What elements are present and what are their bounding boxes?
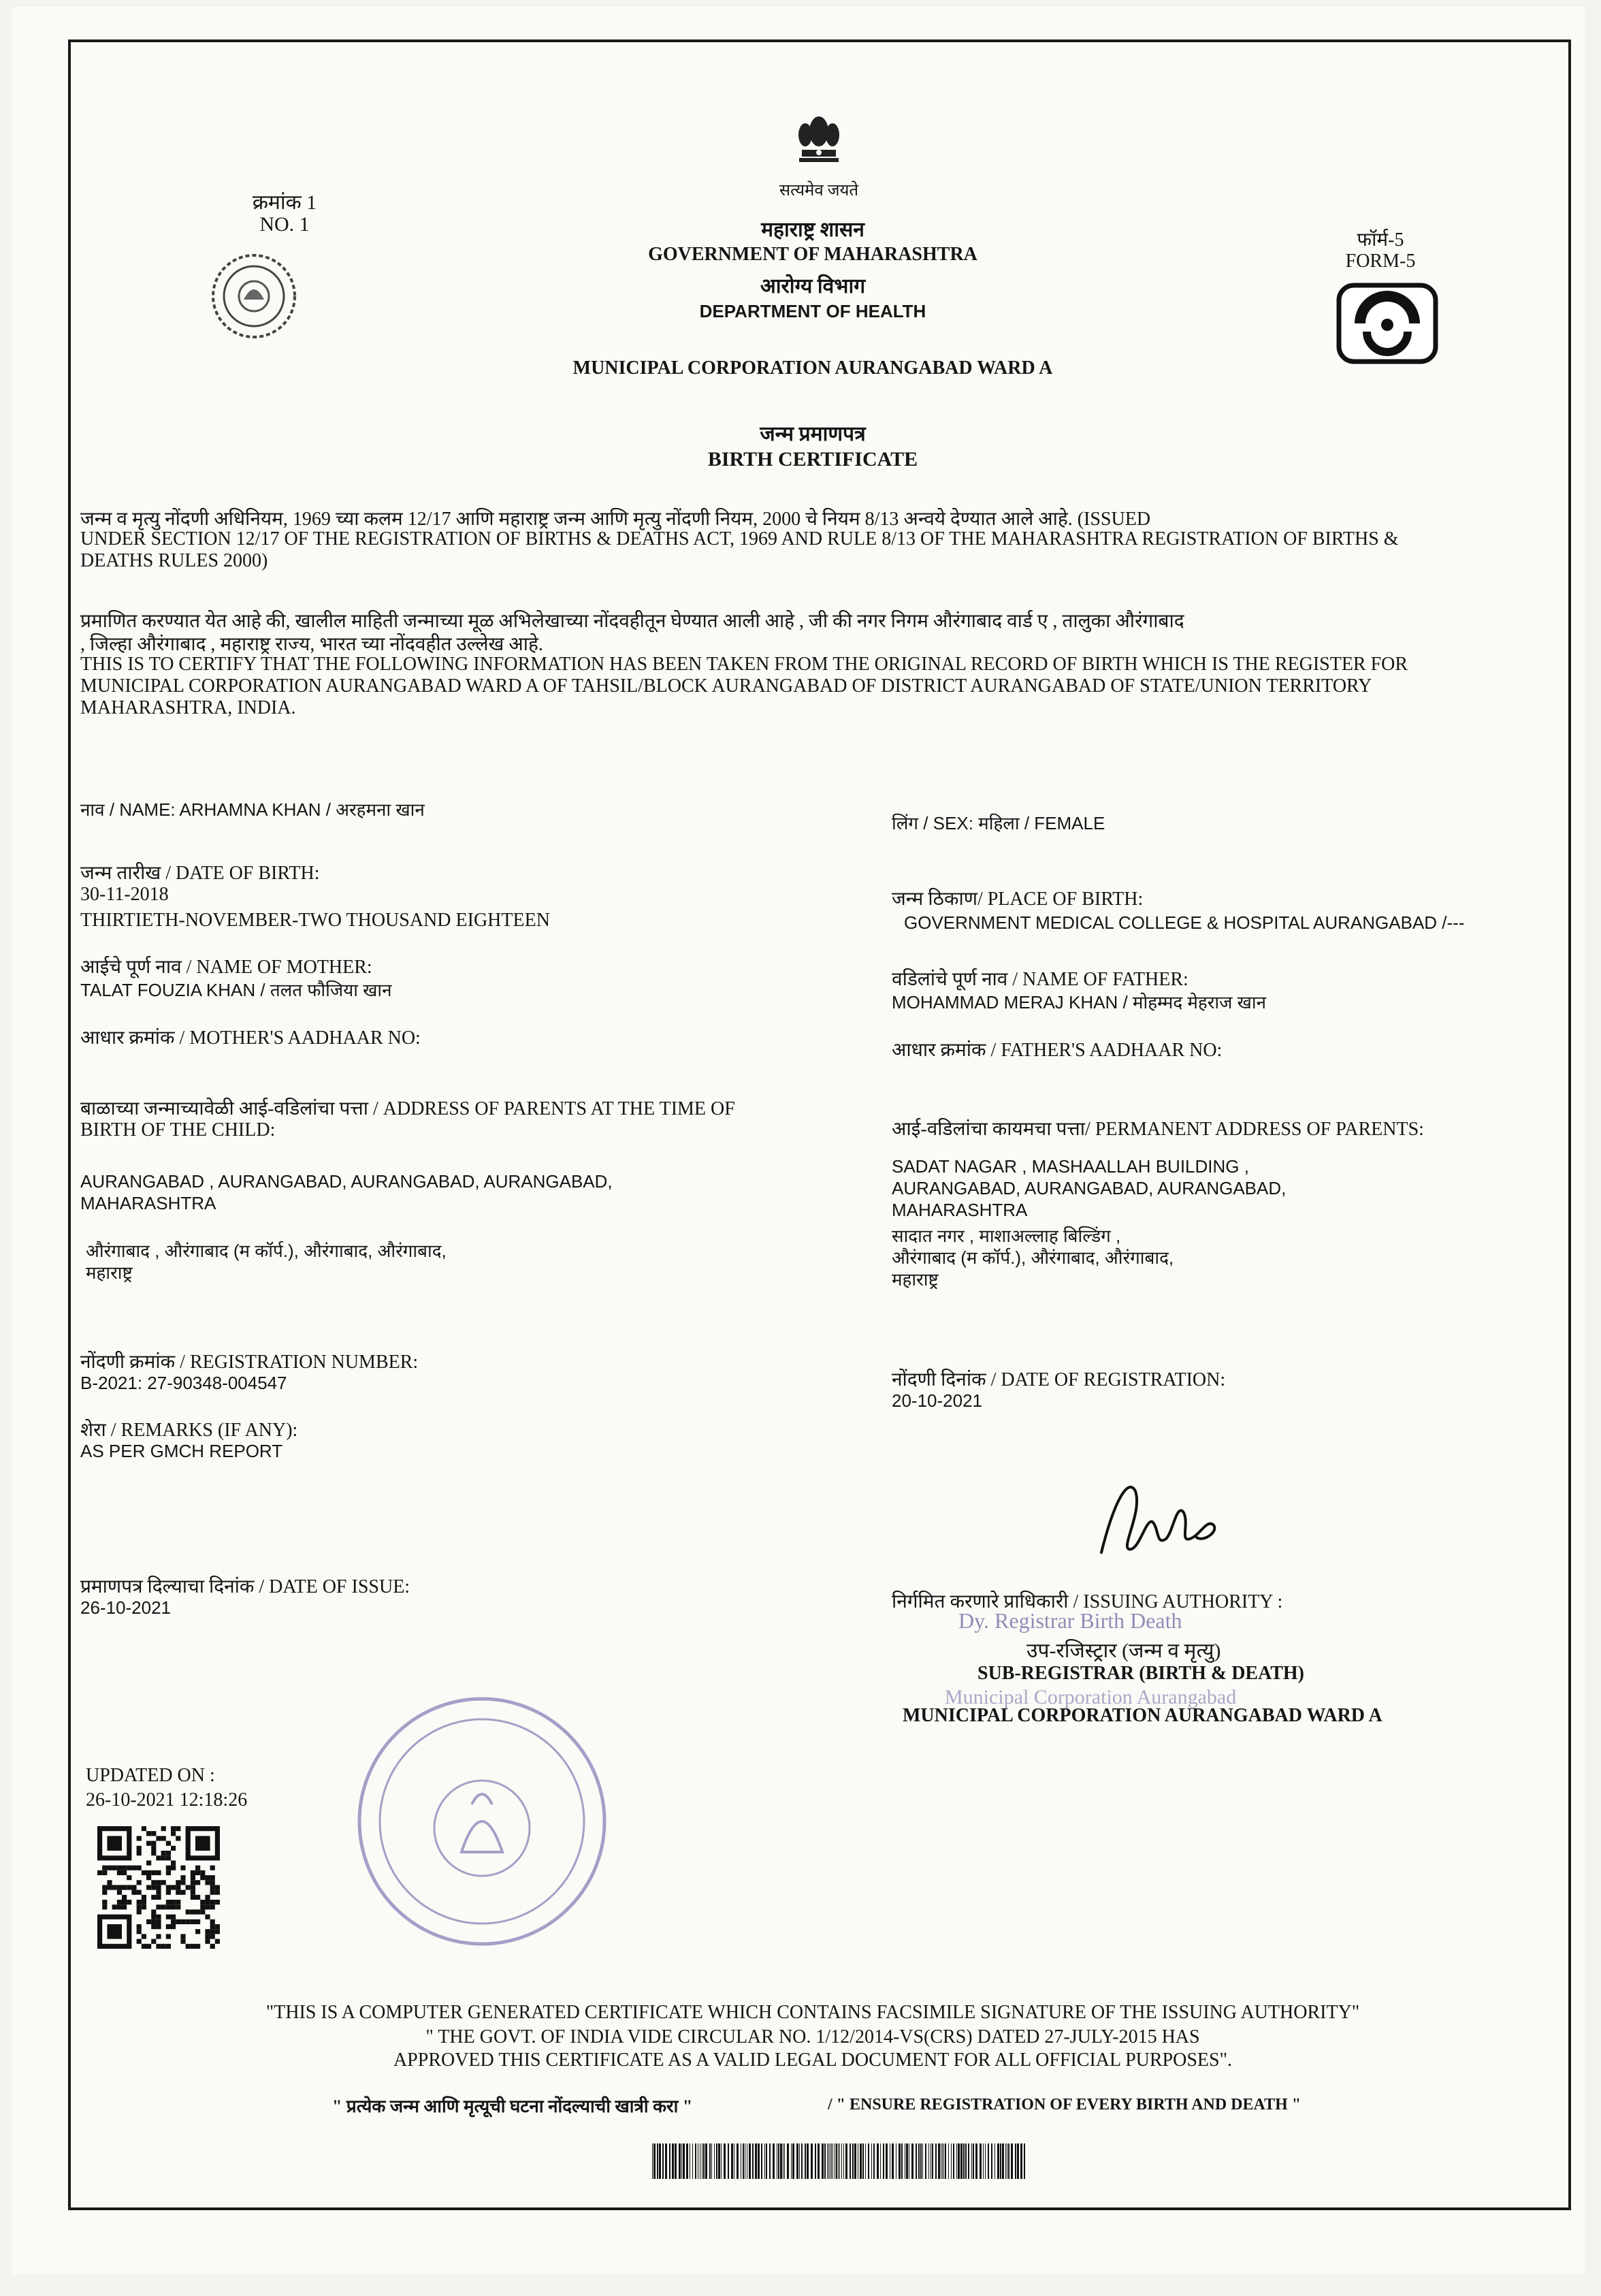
birth-address-mr-1: औरंगाबाद , औरंगाबाद (म कॉर्प.), औरंगाबाद, औरंगाबाद, (86, 1241, 447, 1261)
sex-value: महिला / FEMALE (978, 813, 1105, 833)
computer-generated-note: "THIS IS A COMPUTER GENERATED CERTIFICATE WHICH CONTAINS FACSIMILE SIGNATURE OF THE ISSUING AUTHORITY" (265, 2002, 1360, 2023)
mother-name-label: आईचे पूर्ण नाव / NAME OF MOTHER: (80, 957, 372, 978)
permanent-address-mr-1: सादात नगर , माशाअल्लाह बिल्डिंग , (892, 1226, 1121, 1246)
mother-name-value: TALAT FOUZIA KHAN / तलत फौजिया खान (80, 980, 392, 1000)
permanent-address-mr-2: औरंगाबाद (म कॉर्प.), औरंगाबाद, औरंगाबाद, (892, 1247, 1174, 1268)
date-of-issue-label: प्रमाणपत्र दिल्याचा दिनांक / DATE OF ISSUE: (80, 1576, 410, 1597)
issued-under-mr: जन्म व मृत्यु नोंदणी अधिनियम, 1969 च्या कलम 12/17 आणि महाराष्ट्र जन्म आणि मृत्यु नोंदणी नियम, 2000 चे नियम 8/13 अन्वये देण्यात आले आहे. (ISSUED (80, 509, 1151, 530)
certificate-sheet (12, 7, 1585, 2274)
pob-value: GOVERNMENT MEDICAL COLLEGE & HOSPITAL AURANGABAD /--- (904, 912, 1465, 933)
signature-image (1088, 1471, 1224, 1566)
circular-note: " THE GOVT. OF INDIA VIDE CIRCULAR NO. 1/12/2014-VS(CRS) DATED 27-JULY-2015 HAS (425, 2026, 1200, 2047)
birth-address-en-2: MAHARASHTRA (80, 1193, 216, 1213)
issuing-authority-label: निर्गमित करणारे प्राधिकारी / ISSUING AUTHORITY : (892, 1591, 1283, 1612)
certificate-title-mr: जन्म प्रमाणपत्र (760, 423, 866, 445)
certify-mr-1: प्रमाणित करण्यात येत आहे की, खालील माहिती जन्माच्या मूळ अभिलेखाच्या नोंदवहीतून घेण्यात आली आहे , जी की नगर निगम औरंगाबाद वार्ड ए , तालुका औरंगाबाद (80, 611, 1184, 632)
designation-mr: उप-रजिस्ट्रार (जन्म व मृत्यु) (1026, 1640, 1221, 1662)
permanent-address-en-2: AURANGABAD, AURANGABAD, AURANGABAD, (892, 1178, 1287, 1198)
designation-en: SUB-REGISTRAR (BIRTH & DEATH) (977, 1663, 1305, 1684)
certificate-title-en: BIRTH CERTIFICATE (707, 448, 918, 471)
barcode-image (652, 2143, 1026, 2179)
authority-corporation: MUNICIPAL CORPORATION AURANGABAD WARD A (903, 1705, 1382, 1726)
form-number-mr: फॉर्म-5 (1357, 229, 1404, 251)
dept-name-mr: आरोग्य विभाग (760, 275, 866, 298)
certify-en-3: MAHARASHTRA, INDIA. (80, 697, 296, 718)
sex-label: लिंग / SEX: (892, 813, 973, 833)
dob-value: 30-11-2018 (80, 884, 169, 905)
slogan-en: / " ENSURE REGISTRATION OF EVERY BIRTH AND DEATH " (828, 2096, 1301, 2114)
permanent-address-label: आई-वडिलांचा कायमचा पत्ता/ PERMANENT ADDRESS OF PARENTS: (892, 1119, 1424, 1140)
updated-on-label: UPDATED ON : (86, 1765, 215, 1786)
registration-number-label: नोंदणी क्रमांक / REGISTRATION NUMBER: (80, 1352, 419, 1373)
emblem-motto: सत्यमेव जयते (779, 182, 859, 200)
remarks-label: शेरा / REMARKS (IF ANY): (80, 1420, 298, 1441)
sex-field (892, 810, 1105, 835)
certify-en-1: THIS IS TO CERTIFY THAT THE FOLLOWING INFORMATION HAS BEEN TAKEN FROM THE ORIGINAL RECORD OF BIRTH WHICH IS THE REGISTER FOR (80, 654, 1408, 675)
birth-address-label-1: बाळाच्या जन्माच्यावेळी आई-वडिलांचा पत्ता / ADDRESS OF PARENTS AT THE TIME OF (80, 1098, 735, 1119)
father-name-label: वडिलांचे पूर्ण नाव / NAME OF FATHER: (892, 969, 1188, 990)
registration-number-value: B-2021: 27-90348-004547 (80, 1373, 287, 1393)
dob-label: जन्म तारीख / DATE OF BIRTH: (80, 863, 320, 884)
date-of-issue-value: 26-10-2021 (80, 1597, 171, 1618)
certify-mr-2: , जिल्हा औरंगाबाद , महाराष्ट्र राज्य, भारत च्या नोंदवहीत उल्लेख आहे. (80, 634, 543, 655)
registrar-stamp-line-2: Municipal Corporation Aurangabad (945, 1686, 1237, 1708)
maharashtra-seal-icon (210, 252, 298, 340)
corporation-stamp-image (349, 1689, 615, 1954)
form-number-en: FORM-5 (1345, 251, 1416, 272)
national-emblem-icon (788, 108, 850, 176)
remarks-value: AS PER GMCH REPORT (80, 1441, 283, 1461)
name-label: नाव / NAME: (80, 799, 176, 820)
issued-under-en-2: DEATHS RULES 2000) (80, 550, 268, 571)
updated-on-value: 26-10-2021 12:18:26 (86, 1789, 248, 1811)
birth-address-label-2: BIRTH OF THE CHILD: (80, 1119, 276, 1141)
registrar-stamp-line-1: Dy. Registrar Birth Death (958, 1608, 1182, 1633)
dob-words: THIRTIETH-NOVEMBER-TWO THOUSAND EIGHTEEN (80, 910, 550, 931)
name-value: ARHAMNA KHAN / अरहमना खान (179, 799, 425, 820)
pob-label: जन्म ठिकाण/ PLACE OF BIRTH: (892, 889, 1144, 910)
birth-address-mr-2: महाराष्ट्र (86, 1262, 133, 1283)
dept-name-en: DEPARTMENT OF HEALTH (699, 301, 926, 321)
mother-aadhaar-label: आधार क्रमांक / MOTHER'S AADHAAR NO: (80, 1027, 421, 1049)
father-aadhaar-label: आधार क्रमांक / FATHER'S AADHAAR NO: (892, 1040, 1223, 1061)
name-field (80, 797, 425, 821)
qr-code-image (97, 1826, 220, 1949)
serial-number-mr: क्रमांक 1 (252, 191, 317, 214)
slogan-mr: " प्रत्येक जन्म आणि मृत्यूची घटना नोंदल्याची खात्री करा " (332, 2096, 693, 2116)
issued-under-en-1: UNDER SECTION 12/17 OF THE REGISTRATION OF BIRTHS & DEATHS ACT, 1969 AND RULE 8/13 OF THE MAHARASHTRA REGISTRATION OF BIRTHS & (80, 528, 1399, 549)
permanent-address-en-3: MAHARASHTRA (892, 1200, 1028, 1220)
father-name-value: MOHAMMAD MERAJ KHAN / मोहम्मद मेहराज खान (892, 992, 1267, 1013)
registration-date-label: नोंदणी दिनांक / DATE OF REGISTRATION: (892, 1369, 1226, 1390)
serial-number-en: NO. 1 (259, 213, 310, 236)
govt-name-en: GOVERNMENT OF MAHARASHTRA (648, 244, 977, 265)
permanent-address-mr-3: महाराष्ट्र (892, 1269, 939, 1290)
validity-note: APPROVED THIS CERTIFICATE AS A VALID LEGAL DOCUMENT FOR ALL OFFICIAL PURPOSES". (393, 2050, 1233, 2071)
corporation-name: MUNICIPAL CORPORATION AURANGABAD WARD A (572, 357, 1053, 379)
crs-logo-icon (1336, 283, 1438, 364)
permanent-address-en-1: SADAT NAGAR , MASHAALLAH BUILDING , (892, 1156, 1249, 1177)
registration-date-value: 20-10-2021 (892, 1390, 982, 1411)
govt-name-mr: महाराष्ट्र शासन (761, 219, 864, 241)
birth-address-en-1: AURANGABAD , AURANGABAD, AURANGABAD, AURANGABAD, (80, 1171, 613, 1192)
certify-en-2: MUNICIPAL CORPORATION AURANGABAD WARD A OF TAHSIL/BLOCK AURANGABAD OF DISTRICT AURANGABAD OF STATE/UNION TERRITORY (80, 675, 1372, 697)
